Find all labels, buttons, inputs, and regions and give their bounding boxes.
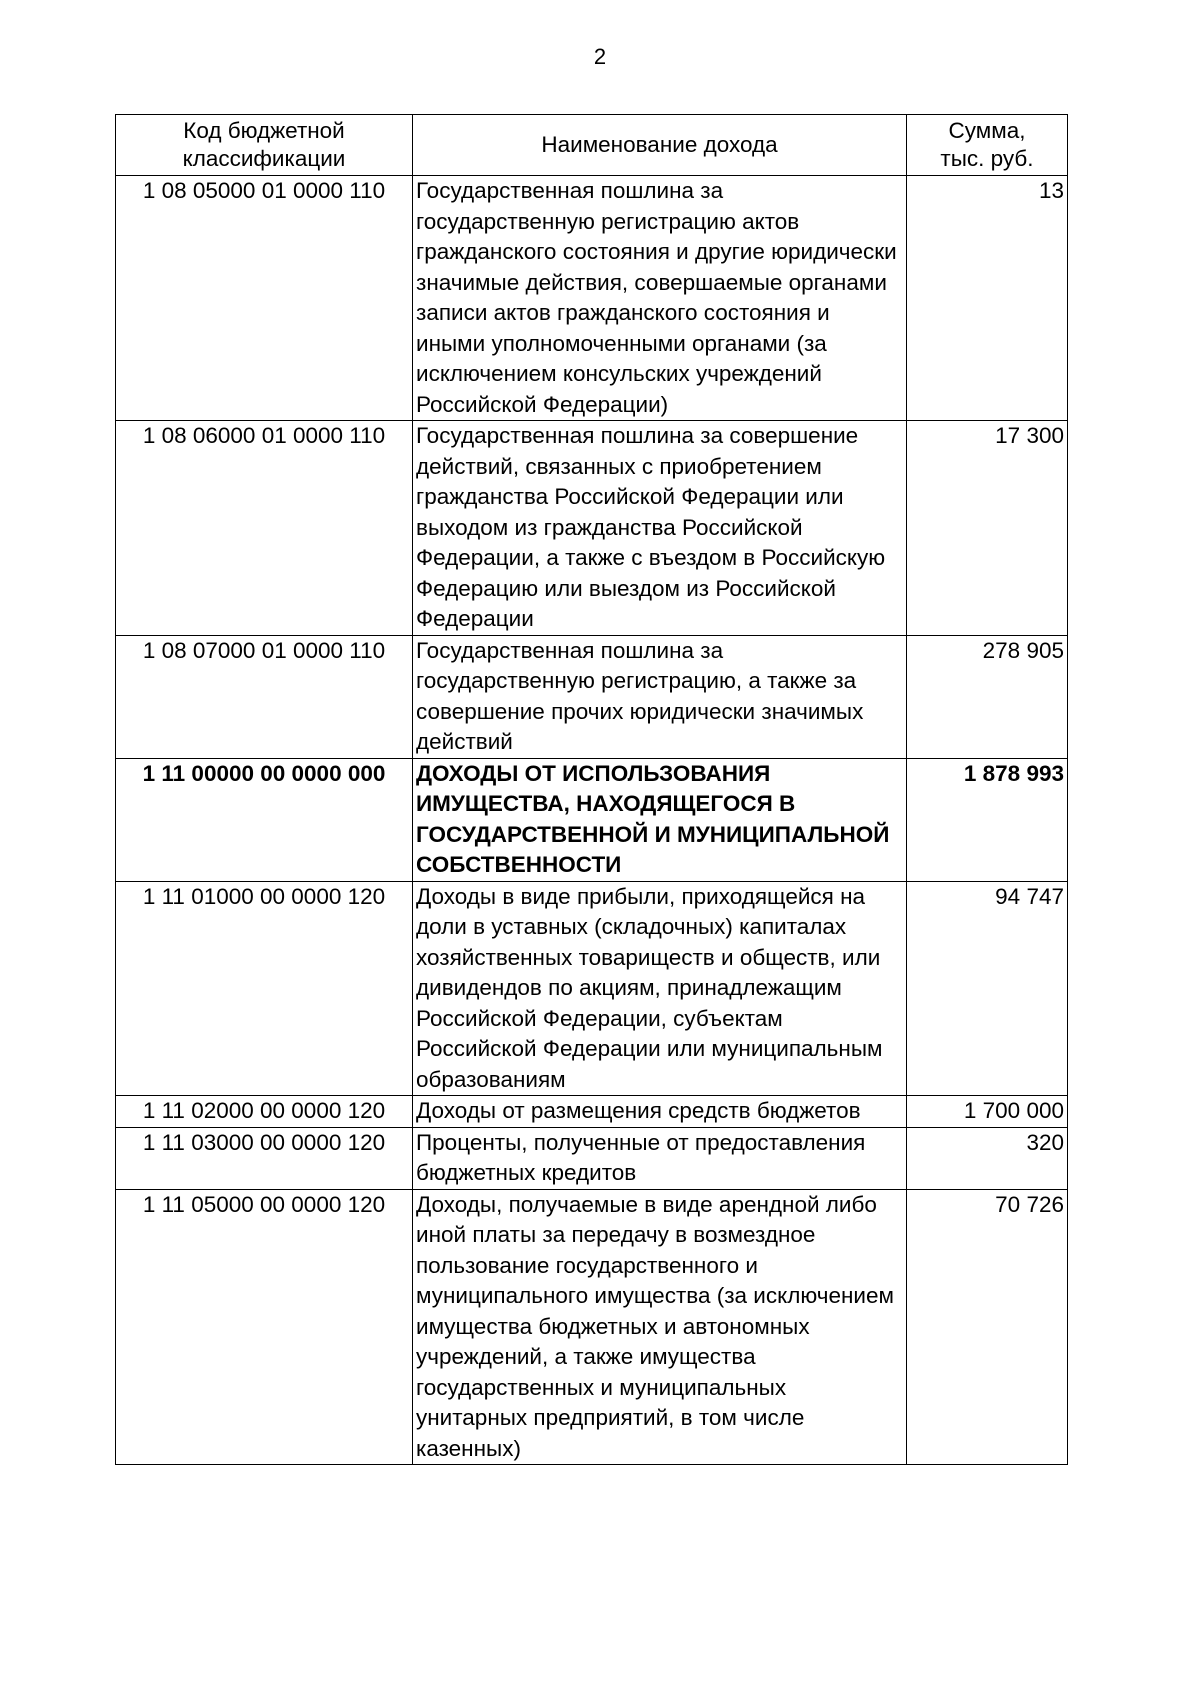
row-sum: 1 878 993 bbox=[907, 758, 1068, 881]
row-name: Доходы, получаемые в виде арендной либо иной платы за передачу в возмездное пользование государственного и муниципального имущества (за исключением имущества бюджетных и автономных учреждений, а также имущества государственных и муниципальных унитарных предприятий, в том числе казенных) bbox=[413, 1189, 907, 1465]
header-sum bbox=[907, 115, 1068, 176]
table-row bbox=[116, 421, 1068, 636]
row-code: 1 11 05000 00 0000 120 bbox=[116, 1189, 413, 1465]
header-name-label: Наименование дохода bbox=[541, 132, 778, 157]
row-code: 1 11 03000 00 0000 120 bbox=[116, 1127, 413, 1189]
row-name: Государственная пошлина за совершение действий, связанных с приобретением гражданства Российской Федерации или выходом из гражданства Российской Федерации, а также с въездом в Российскую Федерацию или выездом из Российской Федерации bbox=[413, 421, 907, 636]
row-code: 1 08 07000 01 0000 110 bbox=[116, 635, 413, 758]
row-sum: 1 700 000 bbox=[907, 1096, 1068, 1128]
budget-revenue-table bbox=[115, 114, 1068, 1465]
table-header-row bbox=[116, 115, 1068, 176]
row-code: 1 08 06000 01 0000 110 bbox=[116, 421, 413, 636]
table-row bbox=[116, 1096, 1068, 1128]
header-code bbox=[116, 115, 413, 176]
row-sum: 320 bbox=[907, 1127, 1068, 1189]
row-name: Доходы в виде прибыли, приходящейся на доли в уставных (складочных) капиталах хозяйственных товариществ и обществ, или дивидендов по акциям, принадлежащим Российской Федерации, субъектам Российской Федерации или муниципальным образованиям bbox=[413, 881, 907, 1096]
row-name: Доходы от размещения средств бюджетов bbox=[413, 1096, 907, 1128]
table-row bbox=[116, 635, 1068, 758]
row-code: 1 08 05000 01 0000 110 bbox=[116, 176, 413, 421]
row-sum: 13 bbox=[907, 176, 1068, 421]
table-row bbox=[116, 1189, 1068, 1465]
row-code: 1 11 01000 00 0000 120 bbox=[116, 881, 413, 1096]
header-name bbox=[413, 115, 907, 176]
table-row bbox=[116, 1127, 1068, 1189]
row-name: ДОХОДЫ ОТ ИСПОЛЬЗОВАНИЯ ИМУЩЕСТВА, НАХОДЯЩЕГОСЯ В ГОСУДАРСТВЕННОЙ И МУНИЦИПАЛЬНОЙ СОБСТВЕННОСТИ bbox=[413, 758, 907, 881]
row-sum: 70 726 bbox=[907, 1189, 1068, 1465]
row-code: 1 11 00000 00 0000 000 bbox=[116, 758, 413, 881]
table-row-section-total bbox=[116, 758, 1068, 881]
row-sum: 17 300 bbox=[907, 421, 1068, 636]
row-sum: 94 747 bbox=[907, 881, 1068, 1096]
row-name: Государственная пошлина за государственную регистрацию, а также за совершение прочих юридически значимых действий bbox=[413, 635, 907, 758]
header-code-label: Код бюджетной классификации bbox=[182, 118, 346, 171]
table-row bbox=[116, 881, 1068, 1096]
row-code: 1 11 02000 00 0000 120 bbox=[116, 1096, 413, 1128]
row-name: Проценты, полученные от предоставления бюджетных кредитов bbox=[413, 1127, 907, 1189]
row-sum: 278 905 bbox=[907, 635, 1068, 758]
table-row bbox=[116, 176, 1068, 421]
page-number: 2 bbox=[593, 44, 607, 69]
row-name: Государственная пошлина за государственную регистрацию актов гражданского состояния и другие юридически значимые действия, совершаемые органами записи актов гражданского состояния и иными уполномоченными органами (за исключением консульских учреждений Российской Федерации) bbox=[413, 176, 907, 421]
header-sum-label: Сумма, тыс. руб. bbox=[940, 118, 1034, 171]
